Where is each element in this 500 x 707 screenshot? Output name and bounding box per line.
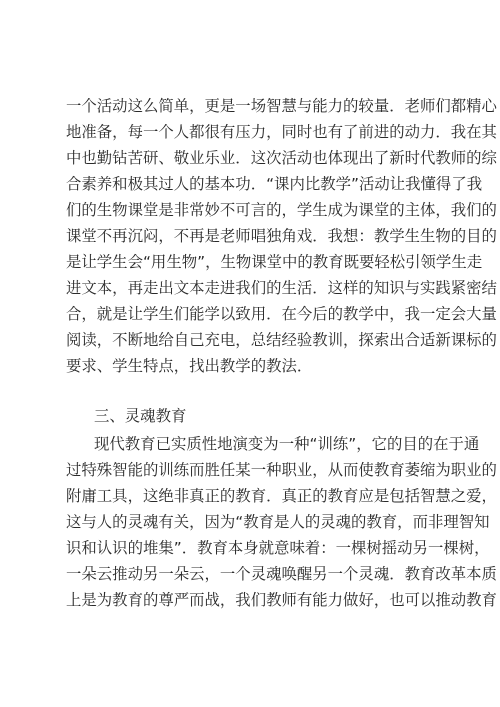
paragraph-line: 一个活动这么简单，更是一场智慧与能力的较量．老师们都精心 xyxy=(66,97,497,115)
paragraph-line: 合素养和极其过人的基本功．“课内比教学”活动让我懂得了我 xyxy=(66,175,483,193)
paragraph-line: 地准备，每一个人都很有压力，同时也有了前进的动力．我在其 xyxy=(66,123,497,141)
paragraph-line: 识和认识的堆集”．教育本身就意味着：一棵树摇动另一棵树， xyxy=(66,539,490,557)
paragraph-line: 附庸工具，这绝非真正的教育．真正的教育应是包括智慧之爱， xyxy=(66,487,497,505)
paragraph-activity-reflection xyxy=(66,93,497,379)
paragraph-line: 中也勤钻苦研、敬业乐业．这次活动也体现出了新时代教师的综 xyxy=(66,149,497,167)
paragraph-line: 这与人的灵魂有关，因为“教育是人的灵魂的教育，而非理智知 xyxy=(66,513,490,531)
section-heading: 三、灵魂教育 xyxy=(94,407,187,425)
paragraph-line: 阅读，不断地给自己充电，总结经验教训，探索出合适新课标的 xyxy=(66,331,497,349)
paragraph-line: 一朵云推动另一朵云，一个灵魂唤醒另一个灵魂．教育改革本质 xyxy=(66,565,497,583)
paragraph-line: 进文本，再走出文本走进我们的生活．这样的知识与实践紧密结 xyxy=(66,279,497,297)
paragraph-line: 合，就是让学生们能学以致用．在今后的教学中，我一定会大量 xyxy=(66,305,497,323)
paragraph-line: 是让学生会“用生物”，生物课堂中的教育既要轻松引领学生走 xyxy=(66,253,483,271)
paragraph-line: 过特殊智能的训练而胜任某一种职业，从而使教育萎缩为职业的 xyxy=(66,461,497,479)
paragraph-line: 上是为教育的尊严而战，我们教师有能力做好，也可以推动教育 xyxy=(66,591,497,609)
paragraph-line: 课堂不再沉闷，不再是老师唱独角戏．我想：教学生生物的目的 xyxy=(66,227,497,245)
paragraph-soul-education xyxy=(66,431,497,613)
paragraph-line: 们的生物课堂是非常妙不可言的，学生成为课堂的主体，我们的 xyxy=(66,201,497,219)
paragraph-line: 现代教育已实质性地演变为一种“训练”，它的目的在于通 xyxy=(94,435,480,453)
paragraph-line: 要求、学生特点，找出教学的教法． xyxy=(66,357,313,375)
